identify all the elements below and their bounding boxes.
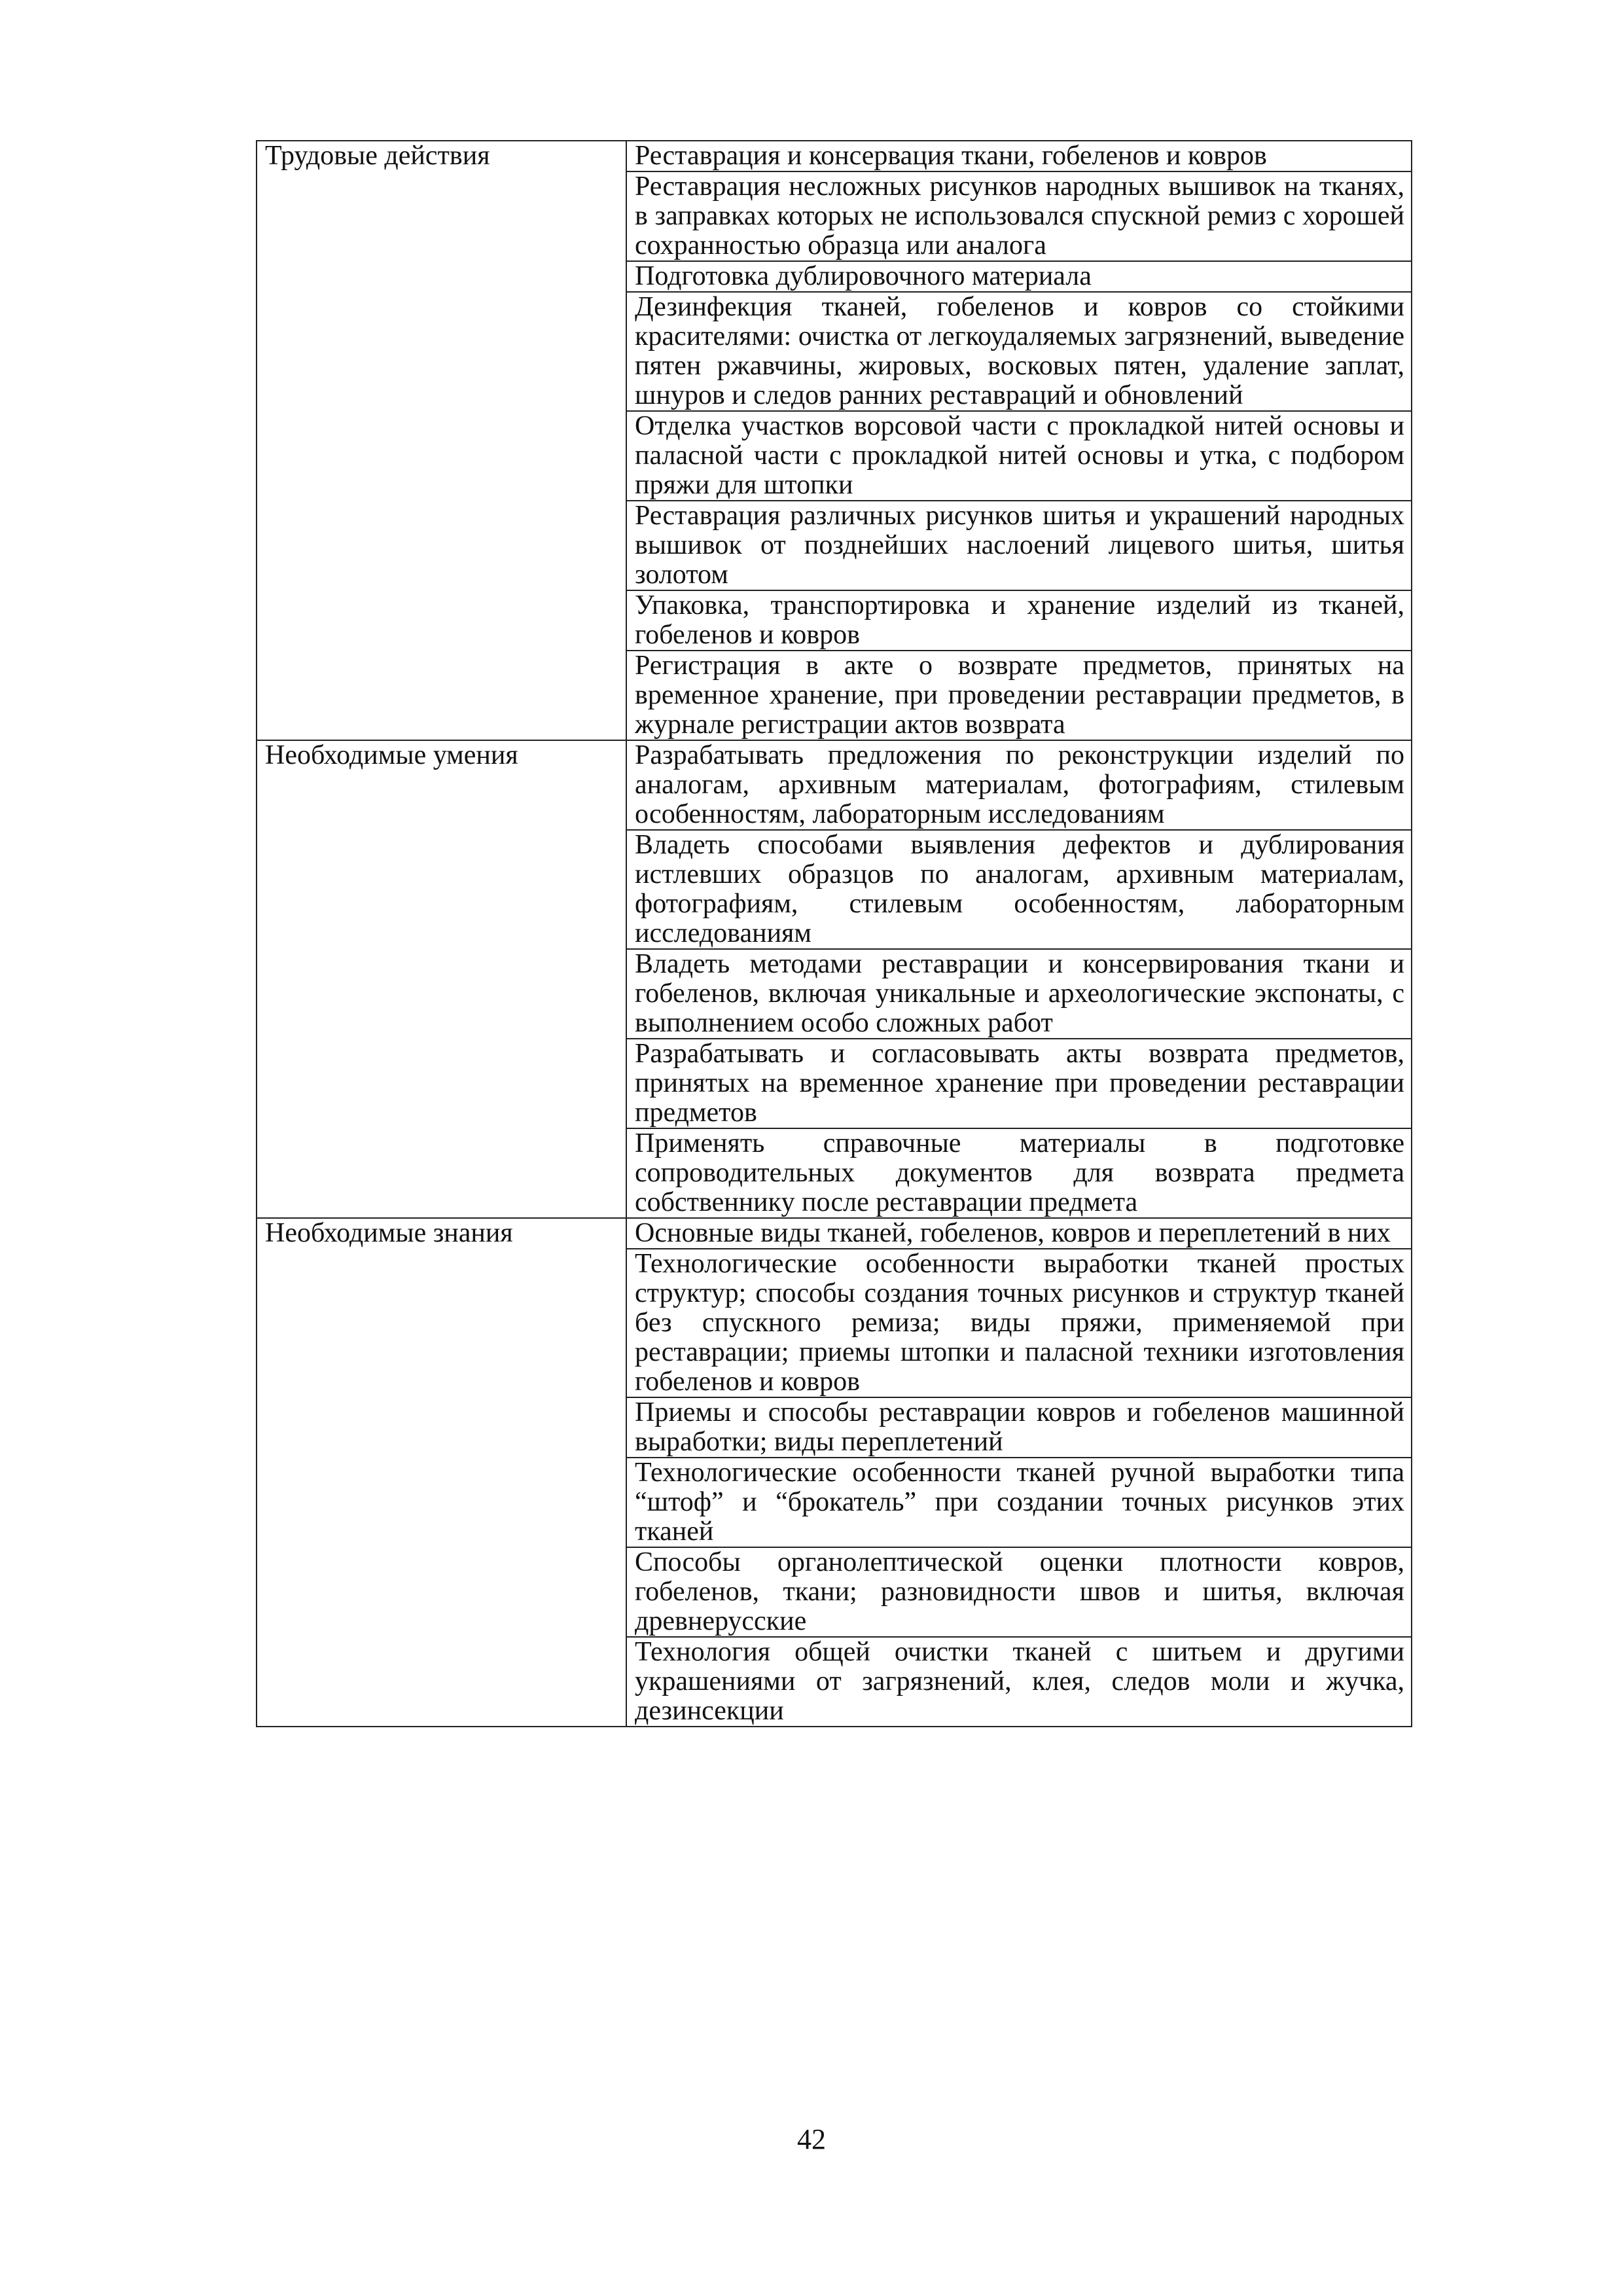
section-label-labor-actions: Трудовые действия — [257, 141, 626, 740]
table-cell: Разрабатывать и согласовывать акты возврата предметов, принятых на временное хранение при проведении реставрации предметов — [626, 1039, 1412, 1128]
table-cell: Приемы и способы реставрации ковров и гобеленов машинной выработки; виды переплетений — [626, 1397, 1412, 1458]
table-cell: Владеть методами реставрации и консервирования ткани и гобеленов, включая уникальные и археологические экспонаты, с выполнением особо сложных работ — [626, 949, 1412, 1039]
table-cell: Технологические особенности тканей ручной выработки типа “штоф” и “брокатель” при создании точных рисунков этих тканей — [626, 1458, 1412, 1547]
table-row — [257, 1218, 1412, 1249]
table-cell: Технология общей очистки тканей с шитьем и другими украшениями от загрязнений, клея, следов моли и жучка, дезинсекции — [626, 1637, 1412, 1727]
competency-table — [256, 140, 1412, 1727]
table-cell: Подготовка дублировочного материала — [626, 261, 1412, 292]
page-number: 42 — [797, 2123, 826, 2155]
table-cell: Реставрация различных рисунков шитья и украшений народных вышивок от позднейших наслоений лицевого шитья, шитья золотом — [626, 501, 1412, 590]
table-row — [257, 740, 1412, 830]
table-cell: Реставрация несложных рисунков народных вышивок на тканях, в заправках которых не использовался спускной ремиз с хорошей сохранностью образца или аналога — [626, 171, 1412, 261]
table-cell: Отделка участков ворсовой части с прокладкой нитей основы и паласной части с прокладкой нитей основы и утка, с подбором пряжи для штопки — [626, 411, 1412, 501]
table-cell: Способы органолептической оценки плотности ковров, гобеленов, ткани; разновидности швов и шитья, включая древнерусские — [626, 1547, 1412, 1637]
table-row — [257, 141, 1412, 171]
table-cell: Регистрация в акте о возврате предметов, принятых на временное хранение, при проведении реставрации предметов, в журнале регистрации актов возврата — [626, 651, 1412, 740]
section-label-required-skills: Необходимые умения — [257, 740, 626, 1218]
table-cell: Основные виды тканей, гобеленов, ковров и переплетений в них — [626, 1218, 1412, 1249]
table-cell: Технологические особенности выработки тканей простых структур; способы создания точных рисунков и структур тканей без спускного ремиза; виды пряжи, применяемой при реставрации; приемы штопки и паласной техники изготовления гобеленов и ковров — [626, 1249, 1412, 1397]
table-cell: Разрабатывать предложения по реконструкции изделий по аналогам, архивным материалам, фотографиям, стилевым особенностям, лабораторным исследованиям — [626, 740, 1412, 830]
table-cell: Упаковка, транспортировка и хранение изделий из тканей, гобеленов и ковров — [626, 590, 1412, 651]
table-cell: Владеть способами выявления дефектов и дублирования истлевших образцов по аналогам, архивным материалам, фотографиям, стилевым особенностям, лабораторным исследованиям — [626, 830, 1412, 949]
table-cell: Реставрация и консервация ткани, гобеленов и ковров — [626, 141, 1412, 171]
table-cell: Применять справочные материалы в подготовке сопроводительных документов для возврата предмета собственнику после реставрации предмета — [626, 1128, 1412, 1218]
section-label-required-knowledge: Необходимые знания — [257, 1218, 626, 1727]
table-cell: Дезинфекция тканей, гобеленов и ковров со стойкими красителями: очистка от легкоудаляемых загрязнений, выведение пятен ржавчины, жировых, восковых пятен, удаление заплат, шнуров и следов ранних реставраций и обновлений — [626, 292, 1412, 411]
